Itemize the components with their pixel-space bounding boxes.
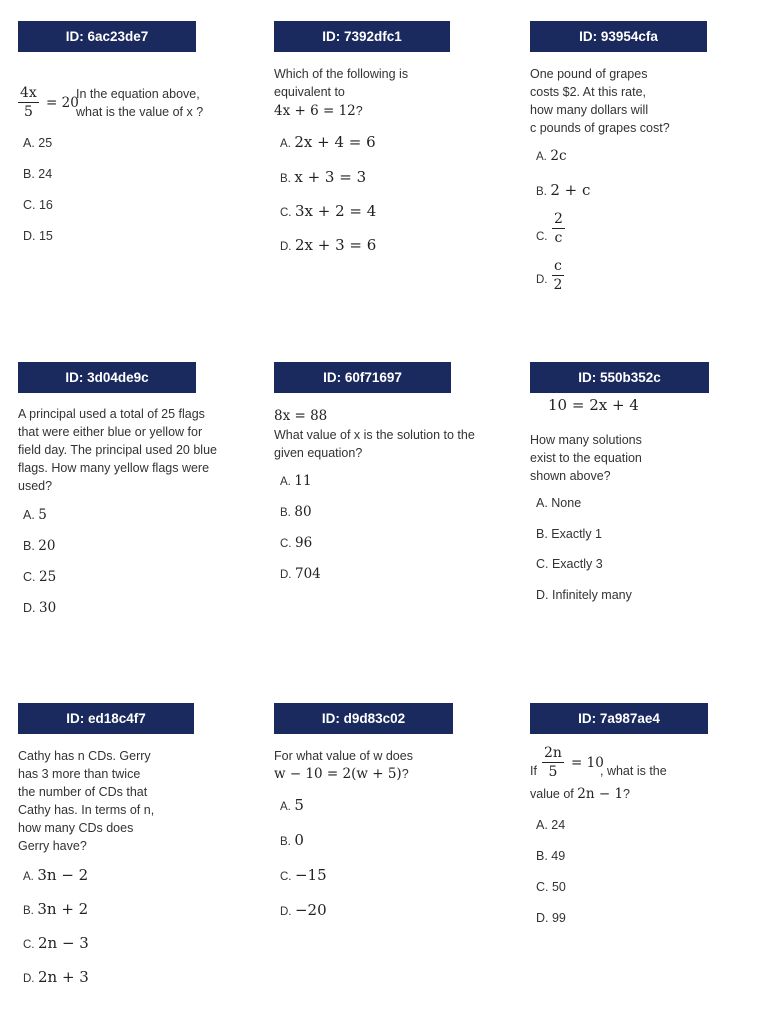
answer-option-a[interactable]: A. 3n − 2	[23, 866, 89, 884]
question-id: ID: 3d04de9c	[65, 370, 149, 385]
question-equation: 2n − 1	[577, 786, 624, 802]
answer-option-b[interactable]: B. 80	[280, 504, 312, 520]
question-id: ID: d9d83c02	[321, 711, 406, 726]
question-id: ID: 6ac23de7	[65, 29, 149, 44]
question-line: value of	[530, 787, 574, 801]
answer-option-d[interactable]: D. 15	[23, 229, 53, 243]
question-line: used?	[18, 479, 53, 493]
question-id: ID: 60f71697	[323, 370, 402, 385]
question-equation: 10 = 2x + 4	[548, 396, 639, 414]
question-id: ID: ed18c4f7	[66, 711, 146, 726]
question-id-header	[530, 362, 709, 393]
question-prefix: If	[530, 764, 537, 778]
answer-option-c[interactable]: C. 3x + 2 = 4	[280, 202, 377, 220]
answer-option-c[interactable]: C.	[536, 231, 548, 243]
answer-option-b[interactable]: B. x + 3 = 3	[280, 168, 367, 186]
question-mark: ?	[623, 787, 630, 801]
fraction-numerator: 2n	[544, 745, 562, 761]
question-id-header	[530, 703, 708, 734]
question-line: field day. The principal used 20 blue	[18, 443, 217, 457]
question-equation-line	[274, 765, 409, 783]
question-line: what is the value of x ?	[76, 105, 204, 119]
fraction-bar	[18, 102, 39, 103]
answer-option-c[interactable]: C. Exactly 3	[536, 557, 603, 571]
answer-option-b[interactable]: B. Exactly 1	[536, 527, 602, 541]
answer-option-b[interactable]: B. 2 + c	[536, 181, 591, 199]
question-line: Gerry have?	[18, 839, 87, 853]
answer-option-a[interactable]: A. 5	[280, 796, 304, 814]
answer-option-d[interactable]: D. −20	[280, 901, 327, 919]
question-line: costs $2. At this rate,	[530, 85, 647, 99]
question-line: One pound of grapes	[530, 67, 648, 81]
equation-rhs: = 20	[46, 95, 79, 111]
answer-option-b[interactable]: B. 0	[280, 831, 304, 849]
answer-option-d-fraction: c 2	[553, 258, 563, 293]
answer-option-c[interactable]: C. 50	[536, 880, 566, 894]
question-line: has 3 more than twice	[18, 767, 141, 781]
question-id-header	[18, 362, 196, 393]
question-line: For what value of w does	[274, 749, 413, 763]
fraction-bar	[542, 762, 564, 763]
question-id: ID: 7392dfc1	[322, 29, 402, 44]
answer-option-a[interactable]: A. 11	[280, 473, 312, 489]
fraction-denominator: 5	[23, 104, 33, 120]
question-line: How many solutions	[530, 433, 642, 447]
question-mark: ?	[401, 767, 409, 781]
question-suffix: , what is the	[600, 764, 667, 778]
answer-option-d[interactable]: D. Infinitely many	[536, 588, 632, 602]
answer-option-d[interactable]: D. 2x + 3 = 6	[280, 236, 377, 254]
fraction-numerator: 4x	[20, 85, 37, 101]
answer-option-a[interactable]: A. 2x + 4 = 6	[280, 133, 376, 151]
answer-option-c[interactable]: C. 2n − 3	[23, 934, 89, 952]
answer-option-c[interactable]: C. 16	[23, 198, 53, 212]
question-id: ID: 7a987ae4	[578, 711, 660, 726]
question-id-header	[274, 21, 450, 52]
answer-option-c-fraction: 2 c	[554, 211, 563, 246]
question-line: In the equation above,	[76, 87, 200, 101]
question-line: A principal used a total of 25 flags	[18, 407, 205, 421]
question-equation: 4x + 6 = 12	[274, 103, 356, 119]
answer-option-d[interactable]: D.	[536, 274, 548, 286]
question-line: how many dollars will	[530, 103, 649, 117]
question-line: Cathy has. In terms of n,	[18, 803, 155, 817]
equation-fraction	[542, 745, 564, 780]
question-line: Cathy has n CDs. Gerry	[18, 749, 151, 763]
question-id-header	[274, 703, 453, 734]
fraction-denominator: 5	[548, 764, 558, 780]
question-line: exist to the equation	[530, 451, 642, 465]
question-id-header	[18, 703, 194, 734]
answer-option-b[interactable]: B. 24	[23, 167, 53, 181]
answer-option-a[interactable]: A. 5	[23, 507, 47, 523]
question-line: given equation?	[274, 446, 363, 460]
question-id: ID: 93954cfa	[579, 29, 658, 44]
question-line: flags. How many yellow flags were	[18, 461, 210, 475]
answer-option-b[interactable]: B. 3n + 2	[23, 900, 89, 918]
question-line: how many CDs does	[18, 821, 134, 835]
question-equation: w − 10 = 2(w + 5)	[274, 766, 402, 782]
question-id-header	[18, 21, 196, 52]
answer-option-c[interactable]: C. 96	[280, 535, 313, 551]
question-equation-line	[530, 785, 630, 803]
answer-option-d[interactable]: D. 2n + 3	[23, 968, 89, 986]
answer-option-a[interactable]: A. 24	[536, 818, 566, 832]
question-line: c pounds of grapes cost?	[530, 121, 670, 135]
answer-option-d[interactable]: D. 99	[536, 911, 566, 925]
question-equation-line	[274, 102, 363, 120]
answer-option-d[interactable]: D. 30	[23, 600, 57, 616]
answer-option-c[interactable]: C. 25	[23, 569, 57, 585]
answer-option-a[interactable]: A. None	[536, 496, 582, 510]
answer-option-b[interactable]: B. 49	[536, 849, 566, 863]
question-line: equivalent to	[274, 85, 345, 99]
question-mark: ?	[355, 104, 363, 118]
question-line: What value of x is the solution to the	[274, 428, 475, 442]
equation-fraction	[18, 85, 39, 120]
answer-option-c[interactable]: C. −15	[280, 866, 327, 884]
question-id-header	[274, 362, 451, 393]
answer-option-a[interactable]: A. 25	[23, 136, 53, 150]
question-line: Which of the following is	[274, 67, 409, 81]
answer-option-d[interactable]: D. 704	[280, 566, 321, 582]
question-line: shown above?	[530, 469, 611, 483]
equation-rhs: = 10	[571, 755, 604, 771]
answer-option-a[interactable]: A. 2c	[536, 148, 567, 164]
question-equation: 8x = 88	[274, 408, 328, 424]
answer-option-b[interactable]: B. 20	[23, 538, 56, 554]
question-line: the number of CDs that	[18, 785, 148, 799]
question-id-header	[530, 21, 707, 52]
question-id: ID: 550b352c	[578, 370, 661, 385]
question-line: that were either blue or yellow for	[18, 425, 203, 439]
